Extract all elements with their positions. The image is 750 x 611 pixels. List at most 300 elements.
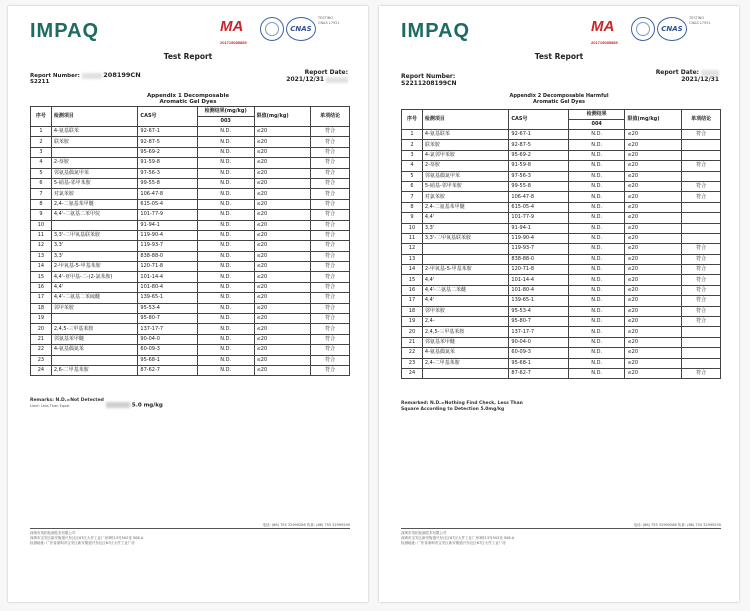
cell-limit: ≤20 (625, 306, 682, 316)
cell-result: N.D. (197, 158, 254, 168)
table-row (31, 334, 350, 344)
cell-con: 符合 (682, 368, 721, 378)
cell-item: 4-氨基偶氮苯 (51, 345, 138, 355)
cell-limit: ≤20 (625, 223, 682, 233)
table-row (31, 230, 350, 240)
report-number-label: Report Number: (401, 73, 456, 80)
cell-no: 8 (31, 199, 52, 209)
cnas-icon: CNAS (657, 17, 687, 41)
footer-lab-address: 检测地址: 广东省深圳市宝安区新安街道兴东社区67区大仟工业厂房 (401, 541, 506, 545)
report-date-value: 2021/12/31 (681, 76, 719, 83)
page-footer (30, 523, 350, 546)
cell-con: 符合 (682, 254, 721, 264)
cell-item: 5-硝基-邻甲苯胺 (51, 178, 138, 188)
cell-limit: ≤20 (625, 150, 682, 160)
cell-result: N.D. (197, 355, 254, 365)
cell-item: 2,4,5-三甲基苯胺 (51, 324, 138, 334)
cell-no: 5 (402, 171, 423, 181)
cell-item: 邻甲苯胺 (51, 303, 138, 313)
cnas-icon: CNAS (286, 17, 316, 41)
cell-item: 2,6-二甲基苯胺 (51, 365, 138, 375)
cell-result: N.D. (197, 137, 254, 147)
cell-limit: ≤20 (625, 202, 682, 212)
table-row (31, 158, 350, 168)
cell-item: 2-萘胺 (422, 161, 508, 171)
col-conclusion: 单项结论 (682, 110, 721, 130)
table-row (402, 233, 721, 243)
cell-no: 22 (31, 345, 52, 355)
table-row (402, 213, 721, 223)
cell-no: 10 (31, 220, 52, 230)
cell-item: 2-萘胺 (51, 158, 138, 168)
table-row (31, 272, 350, 282)
cell-no: 4 (402, 161, 423, 171)
table-row (31, 241, 350, 251)
cell-cas: 838-88-0 (509, 254, 569, 264)
cell-item: 4,4'-亚甲基-二-(2-氯苯胺) (51, 272, 138, 282)
cell-limit: ≤20 (254, 127, 311, 137)
cell-limit: ≤20 (254, 293, 311, 303)
cell-no: 15 (402, 275, 423, 285)
report-page-left (8, 6, 368, 602)
cell-con: 符合 (311, 241, 350, 251)
redaction (82, 73, 102, 79)
cnas-number: CNAS L7921 (689, 21, 711, 25)
cell-con: 符合 (311, 293, 350, 303)
cell-cas: 106-47-8 (509, 192, 569, 202)
ma-cert-icon (220, 18, 256, 45)
cell-limit: ≤20 (254, 189, 311, 199)
cell-con: 符合 (682, 244, 721, 254)
cell-no: 18 (402, 306, 423, 316)
cell-no: 4 (31, 158, 52, 168)
table-row (402, 358, 721, 368)
table-row (31, 345, 350, 355)
cell-result: N.D. (568, 368, 625, 378)
cell-limit: ≤20 (625, 327, 682, 337)
table-row (31, 303, 350, 313)
cell-con: 符合 (311, 127, 350, 137)
cell-no: 14 (402, 265, 423, 275)
cell-limit: ≤20 (254, 210, 311, 220)
cell-no: 11 (402, 233, 423, 243)
report-number-block (30, 72, 141, 85)
cell-con: 符合 (311, 303, 350, 313)
col-cas: CAS号 (509, 110, 569, 130)
cell-result: N.D. (568, 192, 625, 202)
detection-limit (106, 402, 163, 409)
table-row (402, 265, 721, 275)
cell-no: 7 (402, 192, 423, 202)
table-row (402, 150, 721, 160)
testing-label: TESTING (318, 16, 334, 20)
cell-result: N.D. (568, 348, 625, 358)
col-no: 序号 (31, 107, 52, 127)
cell-limit: ≤20 (254, 178, 311, 188)
cell-result: N.D. (568, 285, 625, 295)
cell-cas: 99-55-8 (138, 178, 197, 188)
table-header-row (402, 110, 721, 120)
cell-limit: ≤20 (254, 158, 311, 168)
col-no: 序号 (402, 110, 423, 130)
footer-company: 深圳市英柏检测技术有限公司 (401, 531, 447, 535)
cell-con (682, 348, 721, 358)
cell-item: 2,4,5-三甲基苯胺 (422, 327, 508, 337)
cell-result: N.D. (568, 130, 625, 140)
table-row (402, 254, 721, 264)
cell-limit: ≤20 (625, 265, 682, 275)
table-row (31, 147, 350, 157)
remarks-line-2: Limit: Less Than Equal (30, 403, 70, 408)
cell-limit: ≤20 (625, 130, 682, 140)
remarks-line-1: Remarks: N.D.=Not Detected (30, 398, 104, 403)
cell-cas: 95-69-2 (138, 147, 197, 157)
table-row (402, 317, 721, 327)
cell-result: N.D. (197, 303, 254, 313)
cell-cas: 615-05-4 (138, 199, 197, 209)
appendix-line-1: Appendix 2 Decomposable Harmful (509, 93, 609, 99)
cell-result: N.D. (197, 147, 254, 157)
cell-no: 9 (31, 210, 52, 220)
remarks-line-1: Remarked: N.D.=Nothing Find Check, Less Than (401, 401, 523, 406)
cell-item (51, 355, 138, 365)
cell-item: 4,4' (51, 282, 138, 292)
table-row (402, 275, 721, 285)
cell-limit: ≤20 (254, 355, 311, 365)
cell-cas: 120-71-8 (509, 265, 569, 275)
cell-no: 8 (402, 202, 423, 212)
cert-text (318, 16, 350, 26)
cell-no: 15 (31, 272, 52, 282)
cell-no: 13 (402, 254, 423, 264)
cell-item: 5-硝基-邻甲苯胺 (422, 181, 508, 191)
appendix-line-2: Aromatic Gel Dyes (159, 99, 217, 105)
cell-item: 2,4-二氨基苯甲醚 (51, 199, 138, 209)
footer-address: 深圳市宝安区新安街道兴东社区67区大仟工业厂房3栋13号502室 508-A (401, 536, 515, 540)
cell-result: N.D. (197, 272, 254, 282)
col-limit: 限值(mg/kg) (625, 110, 682, 130)
report-date-label: Report Date: (304, 69, 348, 76)
col-conclusion: 单项结论 (311, 107, 350, 127)
cell-cas: 838-88-0 (138, 251, 197, 261)
cell-limit: ≤20 (254, 168, 311, 178)
cell-result: N.D. (568, 150, 625, 160)
cell-item: 4-氨基偶氮苯 (422, 348, 508, 358)
report-number-label: Report Number: (30, 73, 80, 79)
cell-item: 3,3' (51, 241, 138, 251)
cell-cas: 97-56-3 (509, 171, 569, 181)
cell-no: 22 (402, 348, 423, 358)
cell-item: 2,4- (422, 317, 508, 327)
table-row (31, 365, 350, 375)
table-row (402, 337, 721, 347)
ma-label: MA (220, 18, 244, 35)
cell-result: N.D. (197, 210, 254, 220)
cell-cas: 95-68-1 (509, 358, 569, 368)
cell-item: 3,3' (51, 251, 138, 261)
cell-con: 符合 (311, 314, 350, 324)
cell-limit: ≤20 (254, 147, 311, 157)
certification-marks (591, 16, 721, 56)
cell-cas: 137-17-7 (509, 327, 569, 337)
table-body (31, 127, 350, 376)
cell-con: 符合 (311, 199, 350, 209)
cell-no: 6 (31, 178, 52, 188)
table-row (402, 181, 721, 191)
report-date-block (656, 69, 719, 83)
cell-limit: ≤20 (625, 337, 682, 347)
table-row (402, 140, 721, 150)
cell-item (422, 244, 508, 254)
cell-con: 符合 (311, 272, 350, 282)
redaction (326, 77, 348, 83)
col-cas: CAS号 (138, 107, 197, 127)
cell-cas: 95-53-4 (138, 303, 197, 313)
cell-cas: 101-77-9 (509, 213, 569, 223)
cell-result: N.D. (197, 293, 254, 303)
table-row (402, 192, 721, 202)
appendix-title (379, 93, 739, 105)
cell-no: 3 (31, 147, 52, 157)
col-result: 检测结果 (568, 110, 625, 120)
cell-result: N.D. (197, 251, 254, 261)
cell-item: 对氯苯胺 (422, 192, 508, 202)
table-row (31, 137, 350, 147)
report-date-label: Report Date: (655, 69, 700, 76)
cell-result: N.D. (568, 181, 625, 191)
cell-item: 3,3' (422, 223, 508, 233)
cell-no: 23 (402, 358, 423, 368)
cell-result: N.D. (568, 202, 625, 212)
cell-limit: ≤20 (254, 199, 311, 209)
cell-con: 符合 (311, 210, 350, 220)
cell-limit: ≤20 (254, 241, 311, 251)
table-row (31, 220, 350, 230)
cell-con: 符合 (682, 192, 721, 202)
cell-con: 符合 (311, 220, 350, 230)
cell-item (51, 314, 138, 324)
cell-con: 符合 (311, 178, 350, 188)
table-row (31, 168, 350, 178)
cell-limit: ≤20 (254, 303, 311, 313)
col-item: 检测项目 (51, 107, 138, 127)
cell-con (682, 140, 721, 150)
cell-cas: 91-94-1 (509, 223, 569, 233)
cell-result: N.D. (568, 265, 625, 275)
cell-limit: ≤20 (625, 181, 682, 191)
col-result: 检测结果(mg/kg) (197, 107, 254, 117)
cnas-number: CNAS L7921 (318, 21, 340, 25)
cell-result: N.D. (197, 127, 254, 137)
cell-cas: 101-77-9 (138, 210, 197, 220)
table-row (31, 251, 350, 261)
cell-no: 10 (402, 223, 423, 233)
cell-no: 14 (31, 262, 52, 272)
cell-limit: ≤20 (625, 368, 682, 378)
results-table (30, 106, 350, 376)
cell-limit: ≤20 (625, 348, 682, 358)
table-row (31, 355, 350, 365)
table-row (31, 314, 350, 324)
cell-cas: 101-80-4 (138, 282, 197, 292)
cell-cas: 87-62-7 (138, 365, 197, 375)
cell-item: 4-氯邻甲苯胺 (422, 150, 508, 160)
cell-con (682, 327, 721, 337)
cell-item: 2-甲氧基-5-甲基苯胺 (51, 262, 138, 272)
cell-result: N.D. (568, 254, 625, 264)
cell-con: 符合 (311, 189, 350, 199)
cell-result: N.D. (197, 345, 254, 355)
cell-con: 符合 (311, 345, 350, 355)
cell-no: 16 (402, 285, 423, 295)
cell-limit: ≤20 (254, 272, 311, 282)
impaq-logo: IMPAQ (30, 20, 100, 42)
cell-cas: 95-69-2 (509, 150, 569, 160)
cell-con: 符合 (311, 230, 350, 240)
cell-result: N.D. (197, 314, 254, 324)
cell-con: 符合 (311, 282, 350, 292)
cell-item: 2,4-二氨基苯甲醚 (422, 202, 508, 212)
cell-con: 符合 (311, 334, 350, 344)
cell-no: 3 (402, 150, 423, 160)
table-row (402, 223, 721, 233)
cell-cas: 99-55-8 (509, 181, 569, 191)
table-row (402, 296, 721, 306)
cell-con: 符合 (682, 296, 721, 306)
cell-no: 2 (31, 137, 52, 147)
cell-cas: 90-04-0 (509, 337, 569, 347)
table-row (31, 324, 350, 334)
cell-no: 1 (31, 127, 52, 137)
cell-con: 符合 (682, 265, 721, 275)
ma-cert-icon (591, 18, 627, 45)
cell-con: 符合 (311, 262, 350, 272)
cell-limit: ≤20 (625, 244, 682, 254)
cell-result: N.D. (197, 168, 254, 178)
cell-item: 4,4' (422, 296, 508, 306)
cell-limit: ≤20 (625, 140, 682, 150)
cell-con: 符合 (311, 324, 350, 334)
cell-limit: ≤20 (254, 137, 311, 147)
cell-no: 21 (31, 334, 52, 344)
cell-no: 21 (402, 337, 423, 347)
table-row (402, 306, 721, 316)
table-row (31, 282, 350, 292)
page-title: Test Report (534, 52, 584, 61)
cell-limit: ≤20 (625, 171, 682, 181)
cell-no: 12 (402, 244, 423, 254)
cell-result: N.D. (568, 161, 625, 171)
impaq-logo: IMPAQ (401, 20, 471, 42)
cell-result: N.D. (568, 306, 625, 316)
footer-phone: 电话: (86) 755 32999286 传真: (86) 755 32999290 (262, 523, 350, 527)
page-title: Test Report (163, 52, 213, 61)
cell-no: 19 (31, 314, 52, 324)
cell-cas: 60-09-3 (138, 345, 197, 355)
cell-item: 3,3'-二甲氧基联苯胺 (422, 233, 508, 243)
report-date-value: 2021/12/31 (286, 76, 325, 83)
cell-cas: 139-65-1 (138, 293, 197, 303)
cell-item: 4,4' (422, 275, 508, 285)
table-row (402, 130, 721, 140)
cell-con (682, 358, 721, 368)
cell-con: 符合 (682, 161, 721, 171)
cell-result: N.D. (197, 282, 254, 292)
cell-limit: ≤20 (254, 334, 311, 344)
cell-con (682, 223, 721, 233)
cell-result: N.D. (568, 213, 625, 223)
cell-item: 4,4'-二氨基二苯硫醚 (51, 293, 138, 303)
table-row (31, 178, 350, 188)
cell-cas: 119-90-4 (138, 230, 197, 240)
redaction (701, 70, 719, 76)
cell-item: 4-氨基联苯 (51, 127, 138, 137)
cell-limit: ≤20 (625, 233, 682, 243)
cell-con: 符合 (311, 137, 350, 147)
cell-no: 1 (402, 130, 423, 140)
cell-item (51, 147, 138, 157)
table-row (402, 368, 721, 378)
cell-con: 符合 (311, 168, 350, 178)
cell-limit: ≤20 (625, 296, 682, 306)
cell-limit: ≤20 (625, 254, 682, 264)
redaction (106, 402, 130, 408)
cell-result: N.D. (568, 223, 625, 233)
cell-no: 5 (31, 168, 52, 178)
cell-limit: ≤20 (625, 213, 682, 223)
col-sample-id: 003 (197, 117, 254, 127)
cell-cas: 120-71-8 (138, 262, 197, 272)
ilac-icon (260, 17, 284, 41)
cell-con: 符合 (311, 355, 350, 365)
cell-cas: 92-67-1 (138, 127, 197, 137)
cell-item: 邻氨基偶氮甲苯 (422, 171, 508, 181)
cell-result: N.D. (568, 275, 625, 285)
table-row (402, 348, 721, 358)
cell-no: 17 (402, 296, 423, 306)
cell-cas: 95-53-4 (509, 306, 569, 316)
cell-cas: 92-87-5 (509, 140, 569, 150)
cell-cas: 95-68-1 (138, 355, 197, 365)
table-row (31, 189, 350, 199)
report-number-prefix: S2211 (30, 79, 50, 85)
cell-cas: 139-65-1 (509, 296, 569, 306)
cell-result: N.D. (197, 189, 254, 199)
col-item: 检测项目 (422, 110, 508, 130)
cell-cas: 97-56-3 (138, 168, 197, 178)
table-body (402, 130, 721, 379)
report-number-value: S2211208199CN (401, 80, 457, 87)
cell-cas: 119-90-4 (509, 233, 569, 243)
cell-result: N.D. (568, 327, 625, 337)
cell-result: N.D. (197, 324, 254, 334)
cell-limit: ≤20 (625, 192, 682, 202)
table-row (402, 327, 721, 337)
table-row (31, 293, 350, 303)
cell-limit: ≤20 (625, 161, 682, 171)
cell-result: N.D. (568, 171, 625, 181)
page-footer (401, 523, 721, 546)
table-row (402, 285, 721, 295)
cell-result: N.D. (197, 178, 254, 188)
cell-item: 对氯苯胺 (51, 189, 138, 199)
cell-no: 24 (31, 365, 52, 375)
table-row (402, 161, 721, 171)
cell-no: 19 (402, 317, 423, 327)
table-row (31, 199, 350, 209)
cell-no: 9 (402, 213, 423, 223)
cell-item: 3,3'-二甲氧基联苯胺 (51, 230, 138, 240)
